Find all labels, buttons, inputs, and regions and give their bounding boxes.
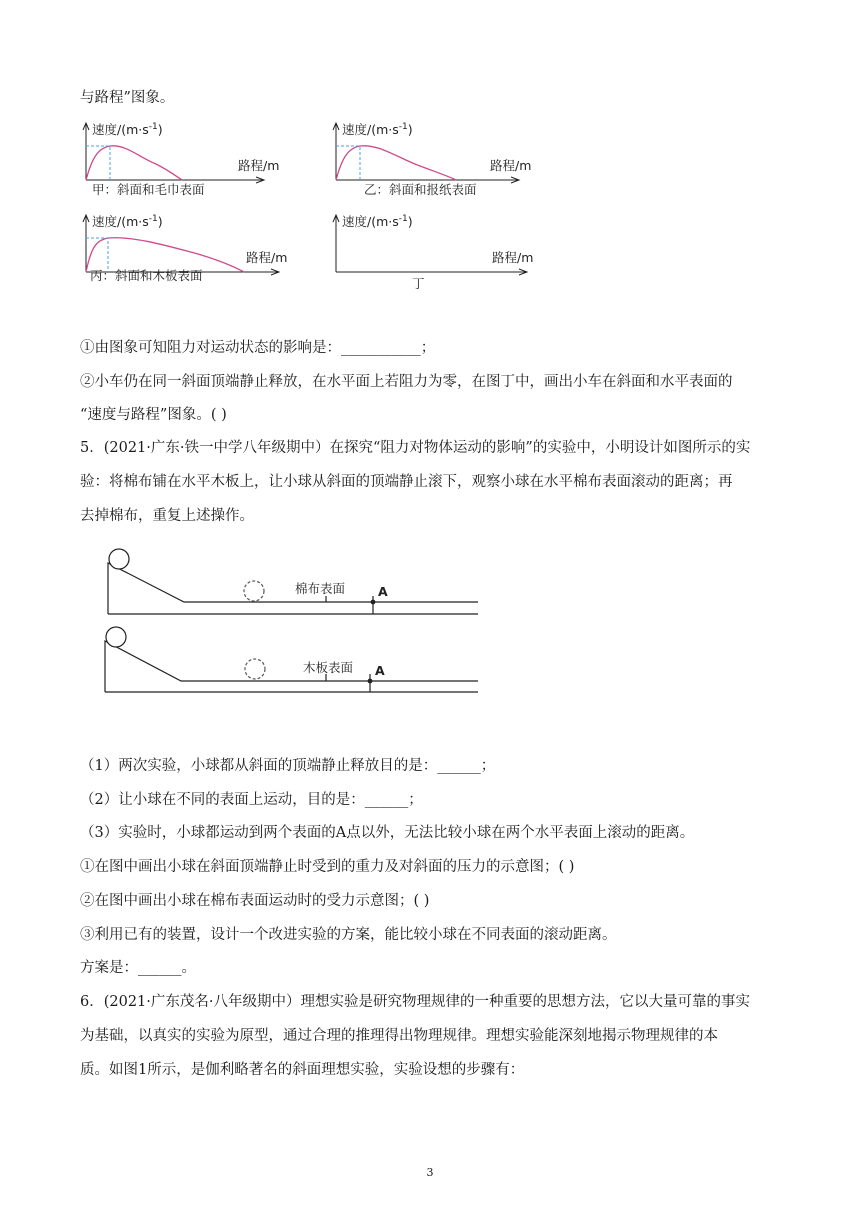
q4-sub2b: “速度与路程”图象。( ) [80,407,227,423]
graph-jia [78,118,288,198]
q6-line-2: 为基础，以真实的实验为原型，通过合理的推理得出物理规律。理想实验能深刻地揭示物理规律的本 [80,1028,718,1044]
point-a-label: A [378,584,388,599]
q5-part3-2: ②在图中画出小球在棉布表面运动时的受力示意图；( ) [80,893,430,909]
wood-surface-label: 木板表面 [303,660,354,675]
ramp-cloth [108,563,478,614]
q4-sub2: ②小车仍在同一斜面顶端静止释放，在水平面上若阻力为零，在图丁中，画出小车在斜面和水平表面的 [80,374,733,390]
speed-curve [86,146,182,180]
intro-text: 与路程”图象。 [80,90,175,106]
q5-stem-1: 5．(2021·广东·铁一中学八年级期中）在探究“阻力对物体运动的影响”的实验中，小明设计如图所示的实 [80,440,751,456]
ball-dashed-bottom [245,659,265,679]
q6-line-3: 质。如图1所示，是伽利略著名的斜面理想实验，实验设想的步骤有： [80,1062,525,1078]
graph-caption: 乙：斜面和报纸表面 [364,182,477,197]
x-axis-label: 路程/m [238,158,280,173]
graph-caption: 丁 [412,276,425,291]
q5-stem-3: 去掉棉布，重复上述操作。 [80,508,254,524]
point-a-label: A [375,663,385,678]
x-axis-label: 路程/m [490,158,532,173]
experiment-figure [100,540,485,700]
y-axis-label: 速度$/(m\cdot s^{-1})$ [342,214,413,229]
q5-part3: （3）实验时，小球都运动到两个表面的A点以外，无法比较小球在两个水平表面上滚动的距离。 [80,825,695,841]
ramp-wood [105,641,478,692]
graph-ding [328,210,548,294]
graph-yi [328,118,548,198]
speed-curve [86,238,244,272]
graph-caption: 丙：斜面和木板表面 [90,268,203,283]
x-axis-label: 路程/m [492,250,534,265]
ball-dashed-top [244,581,264,601]
y-axis-label: 速度$/(m\cdot s^{-1})$ [92,122,163,137]
x-axis-label: 路程/m [246,250,288,265]
graph-bing [78,210,308,290]
q5-part1: （1）两次实验，小球都从斜面的顶端静止释放目的是：______； [80,758,496,774]
q5-stem-2: 验：将棉布铺在水平木板上，让小球从斜面的顶端静止滚下，观察小球在水平棉布表面滚动的距离；再 [80,474,733,490]
page-number: 3 [426,1166,434,1179]
ball-bottom [106,627,126,647]
graph-caption: 甲：斜面和毛巾表面 [92,182,205,197]
speed-curve [336,146,456,180]
q5-part3-3: ③利用已有的装置，设计一个改进实验的方案，能比较小球在不同表面的滚动距离。 [80,927,617,943]
y-axis-label: 速度$/(m\cdot s^{-1})$ [92,214,163,229]
q5-part2: （2）让小球在不同的表面上运动，目的是：______； [80,792,423,808]
y-axis-label: 速度$/(m\cdot s^{-1})$ [342,122,413,137]
q5-plan: 方案是：______。 [80,960,196,976]
cloth-surface-label: 棉布表面 [295,581,346,596]
q4-sub1: ①由图象可知阻力对运动状态的影响是：___________； [80,340,436,356]
ball-top [109,549,129,569]
q5-part3-1: ①在图中画出小球在斜面顶端静止时受到的重力及对斜面的压力的示意图；( ) [80,859,575,875]
q6-line-1: 6．(2021·广东茂名·八年级期中）理想实验是研究物理规律的一种重要的思想方法，它以大量可靠的事实 [80,994,750,1010]
